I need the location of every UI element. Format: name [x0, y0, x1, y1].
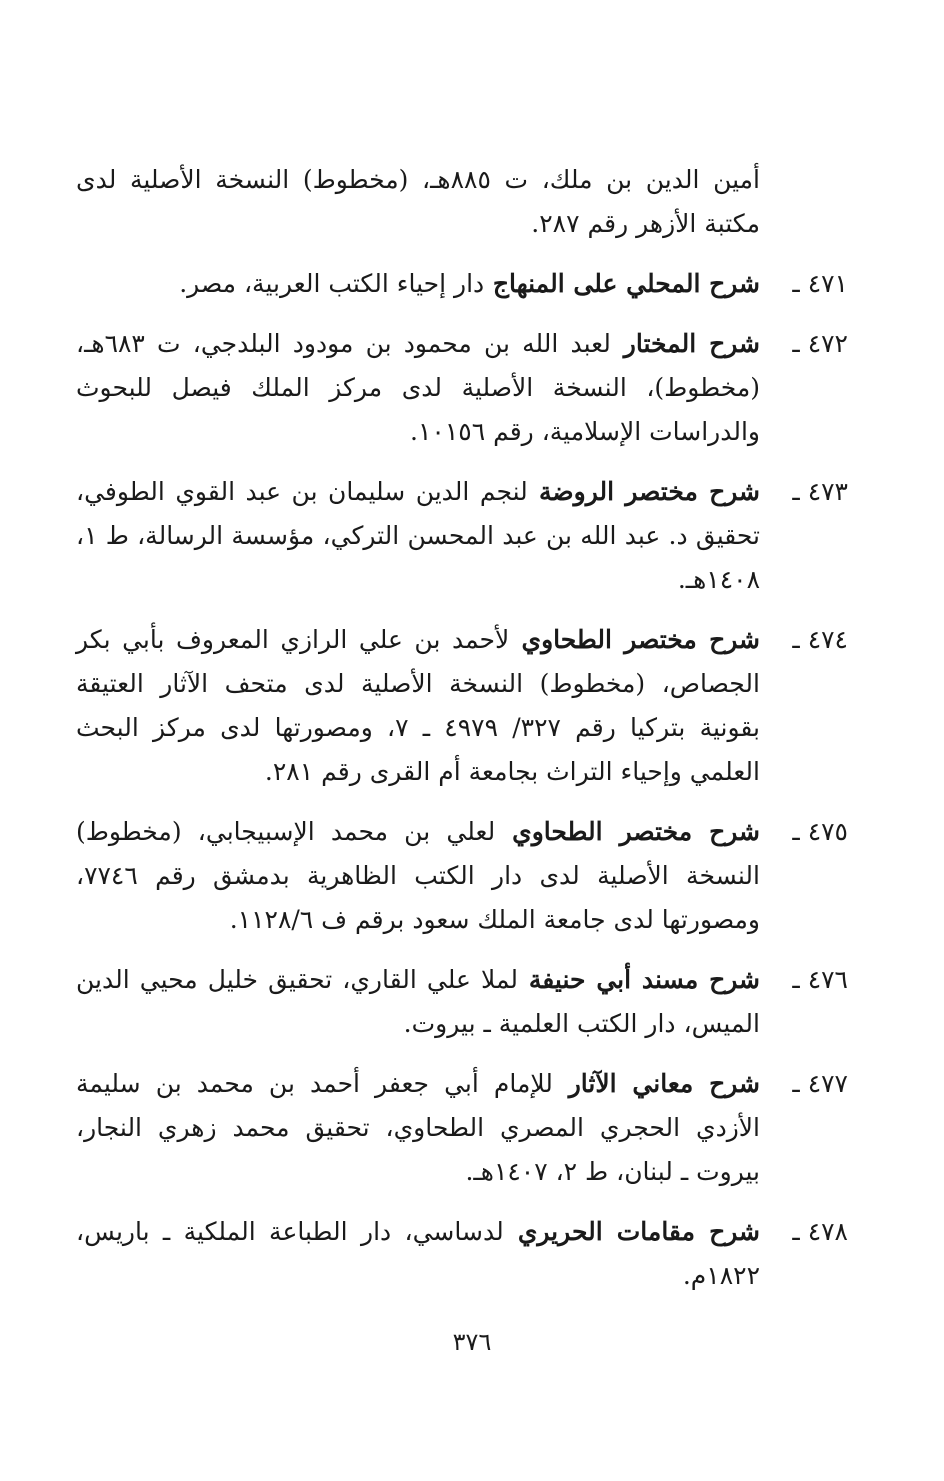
- entry-number: ٤٧١ ـ: [792, 269, 848, 298]
- entry-text: لأحمد بن علي الرازي المعروف بأبي بكر الجصاص، (مخطوط) النسخة الأصلية لدى متحف الآثار العتيقة بقونية بتركيا رقم ٣٢٧/ ٤٩٧٩ ـ ٧، ومصورتها لدى مركز البحث العلمي وإحياء التراث بجامعة أم القرى رقم ٢٨١.: [76, 625, 760, 786]
- bibliography-entry: [76, 1210, 848, 1298]
- bibliography-list: [76, 158, 848, 1314]
- entry-number: ٤٧٦ ـ: [792, 965, 848, 994]
- entry-text: لعبد الله بن محمود بن مودود البلدجي، ت ٦٨٣هـ، (مخطوط)، النسخة الأصلية لدى مركز الملك فيصل للبحوث والدراسات الإسلامية، رقم ١٠١٥٦.: [76, 329, 760, 446]
- entry-text: دار إحياء الكتب العربية، مصر.: [179, 269, 485, 298]
- bibliography-entry: [76, 322, 848, 454]
- entry-title: شرح معاني الآثار: [552, 1069, 760, 1098]
- entry-number: ٤٧٤ ـ: [792, 625, 848, 654]
- page-number: ٣٧٦: [452, 1328, 492, 1356]
- entry-title: شرح مسند أبي حنيفة: [518, 965, 760, 994]
- entry-title: شرح المختار: [610, 329, 760, 358]
- continued-entry-text: أمين الدين بن ملك، ت ٨٨٥هـ، (مخطوط) النسخة الأصلية لدى مكتبة الأزهر رقم ٢٨٧.: [76, 165, 760, 238]
- entry-title: شرح مقامات الحريري: [503, 1217, 760, 1246]
- entry-title: شرح مختصر الطحاوي: [495, 817, 760, 846]
- entry-number: ٤٧٨ ـ: [792, 1217, 848, 1246]
- entry-number: ٤٧٣ ـ: [792, 477, 848, 506]
- bibliography-entry: [76, 1062, 848, 1194]
- bibliography-entry: [76, 810, 848, 942]
- entry-title: شرح المحلي على المنهاج: [484, 269, 760, 298]
- bibliography-entry: [76, 262, 848, 306]
- entry-number: ٤٧٢ ـ: [792, 329, 848, 358]
- entry-text: لنجم الدين سليمان بن عبد القوي الطوفي، تحقيق د. عبد الله بن عبد المحسن التركي، مؤسسة الرسالة، ط ١، ١٤٠٨هـ.: [76, 477, 760, 594]
- entry-text: لعلي بن محمد الإسبيجابي، (مخطوط) النسخة الأصلية لدى دار الكتب الظاهرية بدمشق رقم ٧٧٤٦، ومصورتها لدى جامعة الملك سعود برقم ف ١١٢٨/٦.: [76, 817, 760, 934]
- entry-text: للإمام أبي جعفر أحمد بن محمد بن سليمة الأزدي الحجري المصري الطحاوي، تحقيق محمد زهري النجار، بيروت ـ لبنان، ط ٢، ١٤٠٧هـ.: [76, 1069, 760, 1186]
- entry-text: لدساسي، دار الطباعة الملكية ـ باريس، ١٨٢٢م.: [76, 1217, 760, 1290]
- bibliography-entry: [76, 958, 848, 1046]
- entry-title: شرح مختصر الطحاوي: [509, 625, 760, 654]
- entry-text: لملا علي القاري، تحقيق خليل محيي الدين الميس، دار الكتب العلمية ـ بيروت.: [76, 965, 760, 1038]
- bibliography-entry: [76, 470, 848, 602]
- bibliography-entry: [76, 618, 848, 794]
- entry-title: شرح مختصر الروضة: [527, 477, 760, 506]
- entry-number: ٤٧٧ ـ: [792, 1069, 848, 1098]
- entry-number: ٤٧٥ ـ: [792, 817, 848, 846]
